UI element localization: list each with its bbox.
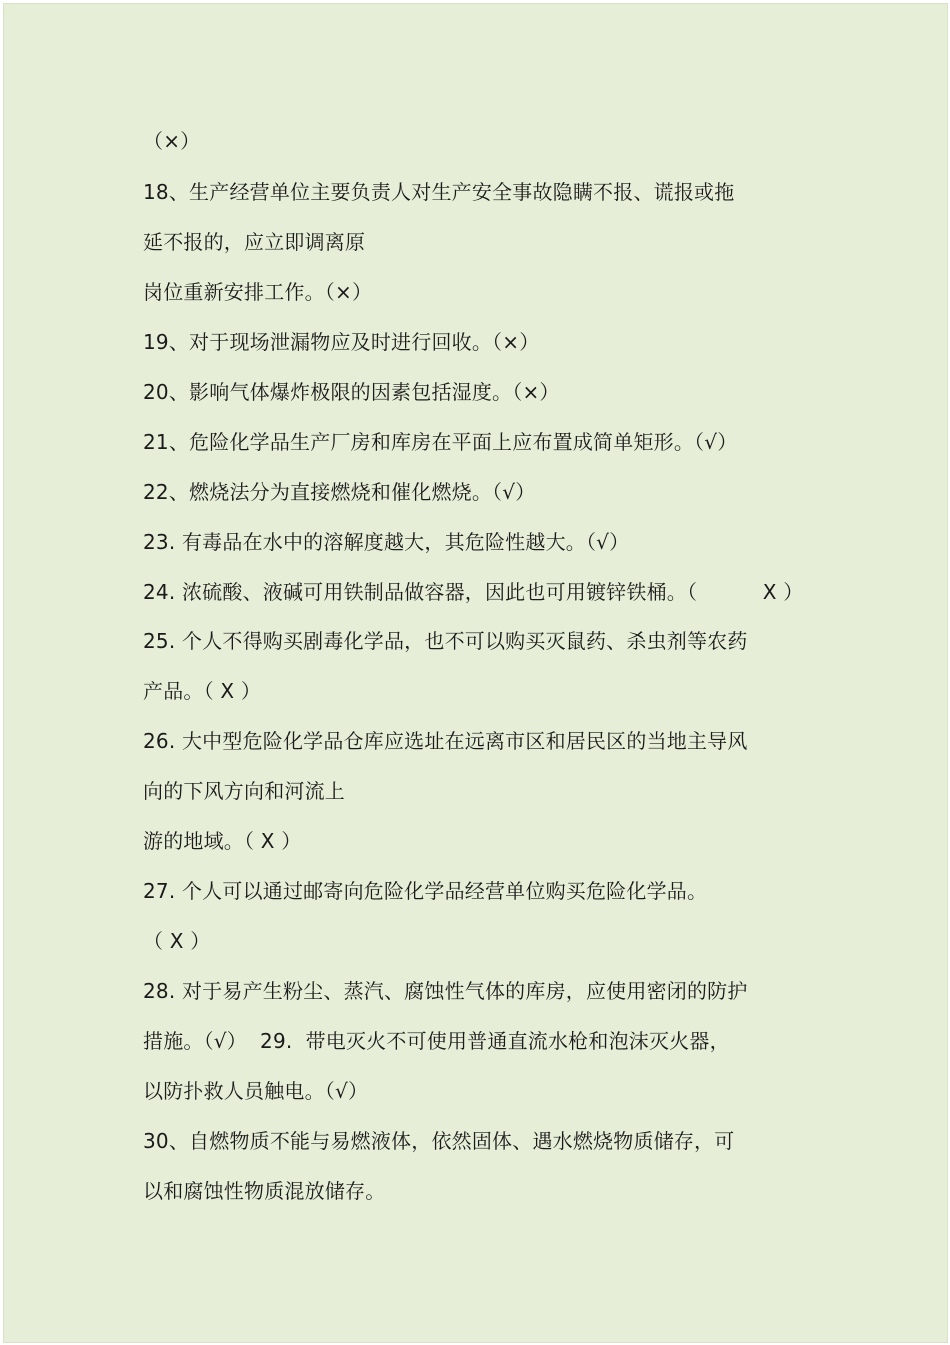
question-26-line-1: 26. 大中型危险化学品仓库应选址在远离市区和居民区的当地主导风 [143,729,748,753]
question-19: 19、对于现场泄漏物应及时进行回收。（×） [143,330,540,354]
question-22: 22、燃烧法分为直接燃烧和催化燃烧。（√） [143,480,536,504]
question-24: 24. 浓硫酸、液碱可用铁制品做容器，因此也可用镀锌铁桶。（ X ） [143,580,804,604]
question-23: 23. 有毒品在水中的溶解度越大，其危险性越大。（√） [143,530,630,554]
text-line-answer: （×） [143,129,201,153]
question-29-line-2: 以防扑救人员触电。（√） [143,1079,369,1103]
question-28-29-line: 措施。（√） 29. 带电灭火不可使用普通直流水枪和泡沫灭火器， [143,1029,730,1053]
question-26-line-3: 游的地域。（ X ） [143,829,302,853]
question-18-line-3: 岗位重新安排工作。（×） [143,280,373,304]
question-27-line-1: 27. 个人可以通过邮寄向危险化学品经营单位购买危险化学品。 [143,879,708,903]
question-26-line-2: 向的下风方向和河流上 [143,779,345,803]
question-27-line-2: （ X ） [143,929,211,953]
question-28-line-1: 28. 对于易产生粉尘、蒸汽、腐蚀性气体的库房，应使用密闭的防护 [143,979,748,1003]
question-18-line-2: 延不报的，应立即调离原 [143,230,366,254]
question-18-line-1: 18、生产经营单位主要负责人对生产安全事故隐瞒不报、谎报或拖 [143,180,735,204]
question-21: 21、危险化学品生产厂房和库房在平面上应布置成简单矩形。（√） [143,430,738,454]
question-30-line-1: 30、自燃物质不能与易燃液体，依然固体、遇水燃烧物质储存，可 [143,1129,735,1153]
question-30-line-2: 以和腐蚀性物质混放储存。 [143,1179,386,1203]
question-25-line-1: 25. 个人不得购买剧毒化学品，也不可以购买灭鼠药、杀虫剂等农药 [143,629,748,653]
question-20: 20、影响气体爆炸极限的因素包括湿度。（×） [143,380,560,404]
question-25-line-2: 产品。（ X ） [143,679,262,703]
